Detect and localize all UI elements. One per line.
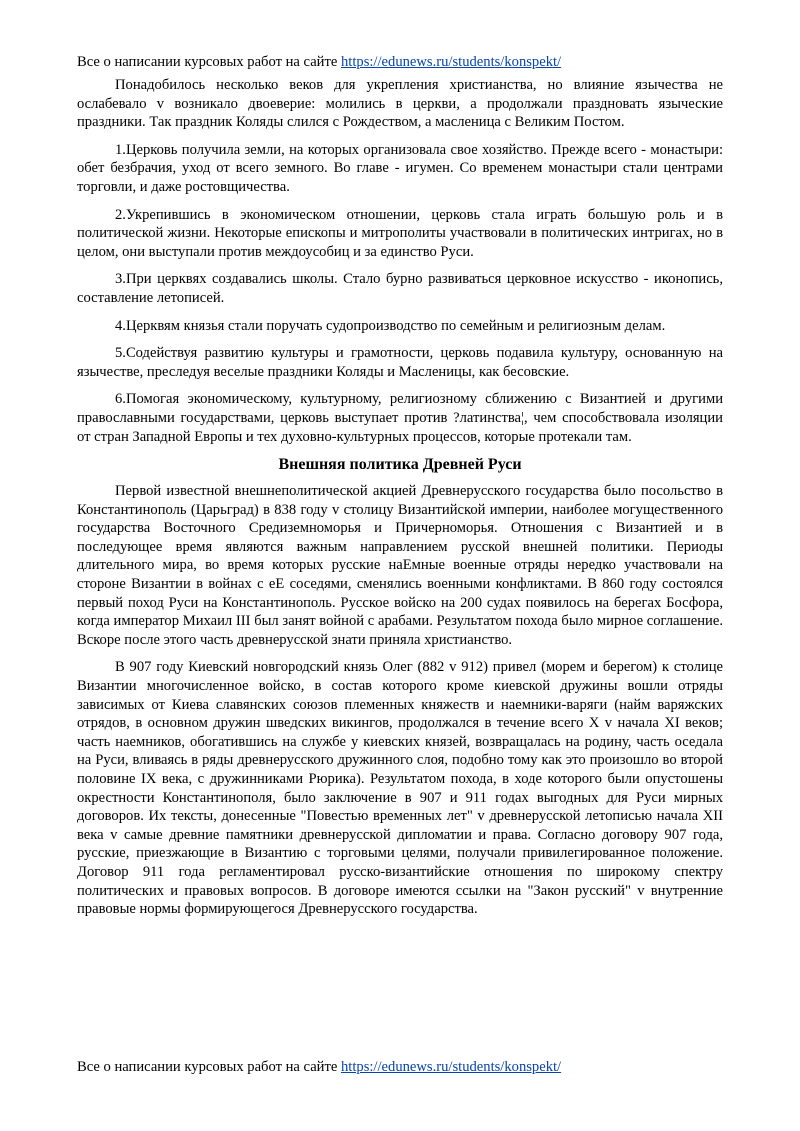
paragraph-item-2: 2.Укрепившись в экономическом отношении, церковь стала играть большую роль и в политической жизни. Некоторые епископы и митрополиты участвовали в политических интригах, но в целом, они выступали против междоусобиц и за единство Руси. — [77, 206, 723, 260]
paragraph-foreign-policy-2: В 907 году Киевский новгородский князь Олег (882 v 912) привел (морем и берегом) к столице Византии многочисленное войско, в состав которого кроме киевской дружины вошли отряды зависимых от Киева славянских союзов племенных княжеств и наемники-варяги (найм варяжских отрядов, в основном дружин шведских викингов, продолжался в течение всего X v начала XI веков; часть наемников, обогатившись на службе у киевских князей, возвращалась на родину, часть оседала на Руси, вливаясь в ряды древнерусского дружинного слоя, подобно тому как это произошло во второй половине IX века, с дружинниками Рюрика). Результатом похода, в ходе которого были опустошены окрестности Константинополя, было заключение в 907 и 911 годах выгодных для Руси мирных договоров. Их тексты, донесенные "Повестью временных лет" v древнерусской летописью начала XII века v самые древние памятники древнерусской дипломатии и права. Согласно договору 907 года, русские, приезжающие в Византию с торговыми целями, получали привилегированное положение. Договор 911 года регламентировал русско-византийские отношения по широкому спектру политических и правовых вопросов. В договоре имеются ссылки на "Закон русский" v внутренние правовые нормы формирующегося Древнерусского государства. — [77, 659, 723, 918]
header-link[interactable]: https://edunews.ru/students/konspekt/ — [341, 54, 562, 70]
footer-prefix: Все о написании курсовых работ на сайте — [77, 1059, 341, 1075]
page-header — [77, 53, 723, 71]
paragraph-item-1: 1.Церковь получила земли, на которых организовала свое хозяйство. Прежде всего - монастыри: обет безбрачия, уход от всего земного. Во главе - игумен. Со временем монастыри стали центрами торговли, и даже ростовщичества. — [77, 141, 723, 195]
paragraph-intro: Понадобилось несколько веков для укрепления христианства, но влияние язычества не ослабевало v возникало двоеверие: молились в церкви, а продолжали праздновать языческие праздники. Так праздник Коляды слился с Рождеством, а масленица с Великим Постом. — [77, 77, 723, 131]
page-footer — [77, 1058, 723, 1076]
paragraph-item-4: 4.Церквям князья стали поручать судопроизводство по семейным и религиозным делам. — [115, 317, 666, 334]
footer-link[interactable]: https://edunews.ru/students/konspekt/ — [341, 1059, 562, 1075]
paragraph-item-3: 3.При церквях создавались школы. Стало бурно развиваться церковное искусство - иконопись, составление летописей. — [77, 271, 723, 306]
paragraph-item-6: 6.Помогая экономическому, культурному, религиозному сближению с Византией и другими православными государствами, церковь выступает против ?латинства¦, чем способствовала изоляции от стран Западной Европы и тех духовно-культурных процессов, которые протекали там. — [77, 391, 723, 445]
section-title: Внешняя политика Древней Руси — [278, 456, 522, 474]
document-page — [77, 53, 723, 928]
header-prefix: Все о написании курсовых работ на сайте — [77, 54, 341, 70]
paragraph-item-5: 5.Содействуя развитию культуры и грамотности, церковь подавила культуру, основанную на язычестве, преследуя веселые праздники Коляды и Масленицы, как бесовские. — [77, 345, 723, 380]
paragraph-foreign-policy-1: Первой известной внешнеполитической акцией Древнерусского государства было посольство в Константинополь (Царьград) в 838 году v столицу Византийской империи, наиболее могущественного государства Восточного Средиземноморья и Причерноморья. Отношения с Византией и в последующее время являются важным направлением русской внешней политики. Периоды длительного мира, во время которых русские наЕмные военные отряды нередко участвовали на стороне Византии в войнах с еЕ соседями, сменялись военными конфликтами. В 860 году состоялся первый поход Руси на Константинополь. Русское войско на 200 судах появилось на берегах Босфора, когда император Михаил III был занят войной с арабами. Результатом похода было мирное соглашение. Вскоре после этого часть древнерусской знати приняла христианство. — [77, 483, 723, 648]
